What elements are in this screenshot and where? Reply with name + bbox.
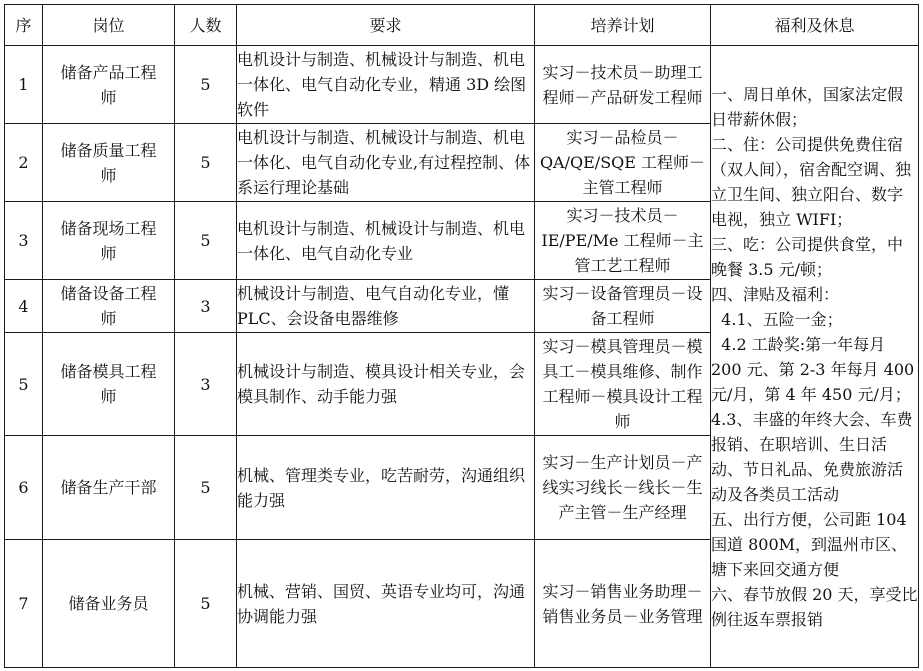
row-training: 实习－销售业务助理－销售业务员－业务管理 <box>535 540 711 668</box>
row-position <box>43 46 175 124</box>
row-count: 5 <box>175 124 237 202</box>
row-seq: 4 <box>5 280 43 333</box>
benefit-line: 4.3、丰盛的年终大会、车费报销、在职培训、生日活动、节日礼品、免费旅游活动及各类员工活动 <box>711 409 913 504</box>
benefit-line: 三、吃：公司提供食堂，中晚餐 3.5 元/顿； <box>711 234 904 279</box>
header-position: 岗位 <box>43 5 175 46</box>
benefit-line: 二、住：公司提供免费住宿（双人间），宿舍配空调、独立卫生间、独立阳台、数字电视，独立 WIFI； <box>711 134 912 229</box>
row-count: 3 <box>175 280 237 333</box>
row-count: 5 <box>175 202 237 280</box>
row-position-text: 储备生产干部 <box>60 478 157 497</box>
row-count: 3 <box>175 333 237 436</box>
row-seq: 5 <box>5 333 43 436</box>
row-training: 实习－技术员－助理工程师－产品研发工程师 <box>535 46 711 124</box>
row-requirements: 机械、营销、国贸、英语专业均可，沟通协调能力强 <box>237 540 535 668</box>
row-position-text: 储备产品工程师 <box>60 62 157 107</box>
row-count: 5 <box>175 540 237 668</box>
row-requirements: 电机设计与制造、机械设计与制造、机电一体化、电气自动化专业,有过程控制、体系运行理论基础 <box>237 124 535 202</box>
row-requirements: 机械设计与制造、电气自动化专业，懂 PLC、会设备电器维修 <box>237 280 535 333</box>
header-requirements: 要求 <box>237 5 535 46</box>
row-training: 实习－技术员－IE/PE/Me 工程师－主管工艺工程师 <box>535 202 711 280</box>
row-position-text: 储备现场工程师 <box>60 218 157 263</box>
row-count: 5 <box>175 46 237 124</box>
row-seq: 7 <box>5 540 43 668</box>
row-seq: 6 <box>5 436 43 540</box>
row-position-text: 储备模具工程师 <box>60 362 157 406</box>
row-requirements: 电机设计与制造、机械设计与制造、机电一体化、电气自动化专业 <box>237 202 535 280</box>
benefit-line: 一、周日单休，国家法定假日带薪休假； <box>711 84 904 129</box>
row-training: 实习－模具管理员－模具工－模具维修、制作工程师－模具设计工程师 <box>535 333 711 436</box>
row-position <box>43 202 175 280</box>
row-training: 实习－设备管理员－设备工程师 <box>535 280 711 333</box>
row-requirements: 机械、管理类专业，吃苦耐劳，沟通组织能力强 <box>237 436 535 540</box>
benefit-line: 五、出行方便，公司距 104 国道 800M，到温州市区、塘下来回交通方便 <box>711 509 912 579</box>
row-position <box>43 436 175 540</box>
row-seq: 1 <box>5 46 43 124</box>
benefit-line: 4.1、五险一金； <box>711 309 843 329</box>
header-training: 培养计划 <box>535 5 711 46</box>
row-training: 实习－生产计划员－产线实习线长－线长－生产主管－生产经理 <box>535 436 711 540</box>
row-seq: 2 <box>5 124 43 202</box>
benefits-cell <box>711 46 919 668</box>
benefit-line: 四、津贴及福利： <box>711 284 840 304</box>
row-count: 5 <box>175 436 237 540</box>
table-header-row <box>5 5 919 46</box>
benefit-line: 六、春节放假 20 天，享受比例往返车票报销 <box>711 584 918 629</box>
row-position <box>43 124 175 202</box>
row-position <box>43 280 175 333</box>
recruitment-table <box>4 4 919 668</box>
table-row <box>5 46 919 124</box>
row-position-text: 储备质量工程师 <box>60 140 157 185</box>
row-position <box>43 333 175 436</box>
header-seq: 序 <box>5 5 43 46</box>
row-position-text: 储备业务员 <box>68 594 149 613</box>
row-requirements: 机械设计与制造、模具设计相关专业，会模具制作、动手能力强 <box>237 333 535 436</box>
benefit-line: 4.2 工龄奖:第一年每月 200 元、第 2-3 年每月 400 元/月，第 4 年 450 元/月； <box>711 334 920 404</box>
row-position <box>43 540 175 668</box>
header-count: 人数 <box>175 5 237 46</box>
row-training: 实习－品检员－QA/QE/SQE 工程师－主管工程师 <box>535 124 711 202</box>
row-requirements: 电机设计与制造、机械设计与制造、机电一体化、电气自动化专业，精通 3D 绘图软件 <box>237 46 535 124</box>
header-benefits: 福利及休息 <box>711 5 919 46</box>
row-seq: 3 <box>5 202 43 280</box>
row-position-text: 储备设备工程师 <box>60 284 157 328</box>
